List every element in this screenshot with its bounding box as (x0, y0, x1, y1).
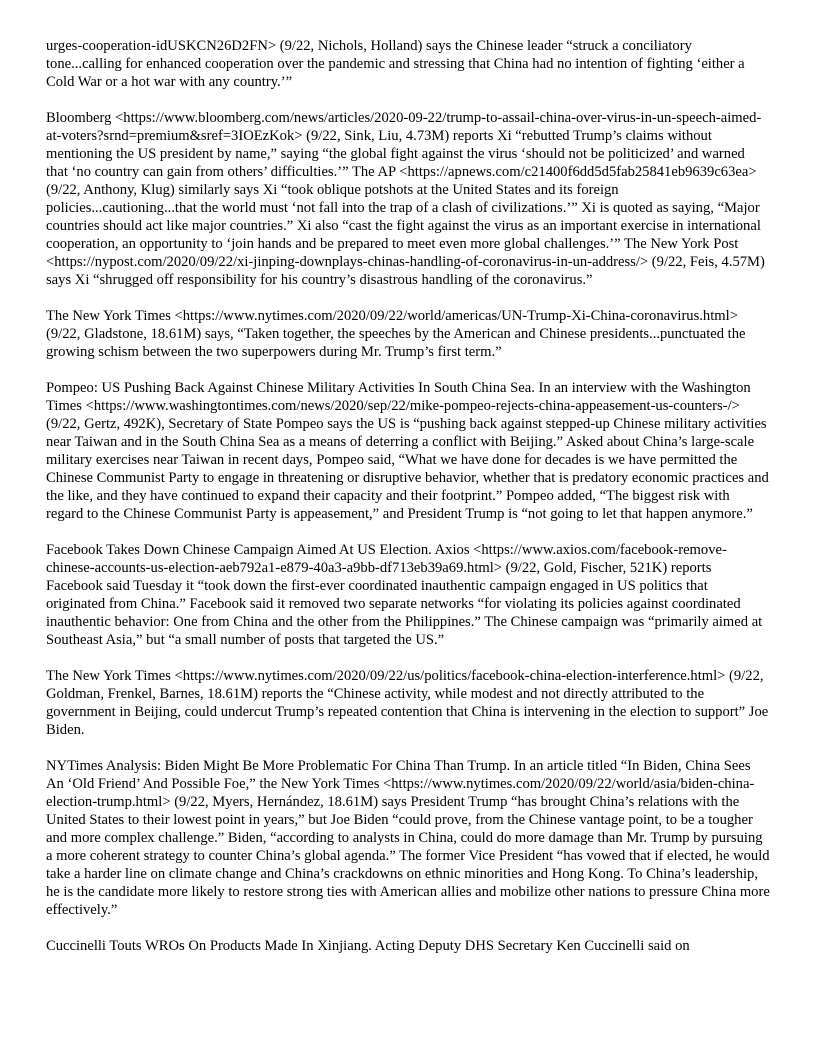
paragraph-nytimes-biden-analysis: NYTimes Analysis: Biden Might Be More Problematic For China Than Trump. In an article titled “In Biden, China Sees An ‘Old Friend’ And Possible Foe,” the New York Times <https://www.nytimes.com/2020/09/22/world/asia/biden-china-election-trump.html> (9/22, Myers, Hernández, 18.61M) says President Trump “has brought China’s relations with the United States to their lowest point in years,” but Joe Biden “could prove, from the Chinese vantage point, to be a tougher and more complex challenge.” Biden, “according to analysts in China, could do more damage than Mr. Trump by pursuing a more coherent strategy to counter China’s global agenda.” The former Vice President “has vowed that if elected, he would take a harder line on climate change and China’s crackdowns on ethnic minorities and Hong Kong. To China’s leadership, he is the candidate more likely to restore strong ties with American allies and mobilize other nations to pressure China more effectively.” (46, 758, 770, 918)
paragraph-facebook-takedown: Facebook Takes Down Chinese Campaign Aimed At US Election. Axios <https://www.axios.com/facebook-remove-chinese-accounts-us-election-aeb792a1-e879-40a3-a9bb-df713eb39a69.html> (9/22, Gold, Fischer, 521K) reports Facebook said Tuesday it “took down the first-ever coordinated inauthentic campaign engaged in US politics that originated from China.” Facebook said it removed two separate networks “for violating its policies against coordinated inauthentic behavior: One from China and the other from the Philippines.” The Chinese campaign was “primarily aimed at Southeast Asia,” but “a small number of posts that targeted the US.” (46, 542, 763, 648)
paragraph-bloomberg-ap-nypost: Bloomberg <https://www.bloomberg.com/news/articles/2020-09-22/trump-to-assail-china-over-virus-in-un-speech-aimed-at-voters?srnd=premium&sref=3IOEzKok> (9/22, Sink, Liu, 4.73M) reports Xi “rebutted Trump’s claims without mentioning the US president by name,” saying “the global fight against the virus ‘should not be politicized’ and warned that ‘no country can gain from others’ difficulties.’” The AP <https://apnews.com/c21400f6dd5d5fab25841eb9639c63ea> (9/22, Anthony, Klug) similarly says Xi “took oblique potshots at the United States and its foreign policies...cautioning...that the world must ‘not fall into the trap of a clash of civilizations.’” Xi is quoted as saying, “Major countries should act like major countries.” Xi also “cast the fight against the virus as an important exercise in international cooperation, an opportunity to ‘join hands and be prepared to meet even more global challenges.’” The New York Post <https://nypost.com/2020/09/22/xi-jinping-downplays-chinas-handling-of-coronavirus-in-un-address/> (9/22, Feis, 4.57M) says Xi “shrugged off responsibility for his country’s disastrous handling of the coronavirus.” (46, 110, 765, 288)
paragraph-nytimes-facebook-china: The New York Times <https://www.nytimes.com/2020/09/22/us/politics/facebook-china-election-interference.html> (9/22, Goldman, Frenkel, Barnes, 18.61M) reports the “Chinese activity, while modest and not directly attributed to the government in Beijing, could undercut Trump’s repeated contention that China is intervening in the election to support” Joe Biden. (46, 668, 769, 738)
paragraph-reuters-xi-conciliatory: urges-cooperation-idUSKCN26D2FN> (9/22, Nichols, Holland) says the Chinese leader “struck a conciliatory tone...calling for enhanced cooperation over the pandemic and stressing that China had no intention of fighting ‘either a Cold War or a hot war with any country.’” (46, 38, 745, 90)
paragraph-pompeo-south-china-sea: Pompeo: US Pushing Back Against Chinese Military Activities In South China Sea. In an interview with the Washington Times <https://www.washingtontimes.com/news/2020/sep/22/mike-pompeo-rejects-china-appeasement-us-counters-/> (9/22, Gertz, 492K), Secretary of State Pompeo says the US is “pushing back against stepped-up Chinese military activities near Taiwan and in the South China Sea as a means of deterring a conflict with Beijing.” Asked about China’s large-scale military exercises near Taiwan in recent days, Pompeo said, “What we have done for decades is we have permitted the Chinese Communist Party to engage in threatening or disruptive behavior, whether that is predatory economic practices and the like, and they have continued to expand their capacity and their footprint.” Pompeo added, “The biggest risk with regard to the Chinese Communist Party is appeasement,” and President Trump is “not going to let that happen anymore.” (46, 380, 769, 522)
paragraph-nytimes-schism: The New York Times <https://www.nytimes.com/2020/09/22/world/americas/UN-Trump-Xi-China-coronavirus.html> (9/22, Gladstone, 18.61M) says, “Taken together, the speeches by the American and Chinese presidents...punctuated the growing schism between the two superpowers during Mr. Trump’s first term.” (46, 308, 746, 360)
paragraph-cuccinelli-wros: Cuccinelli Touts WROs On Products Made In Xinjiang. Acting Deputy DHS Secretary Ken Cuccinelli said on (46, 938, 690, 954)
